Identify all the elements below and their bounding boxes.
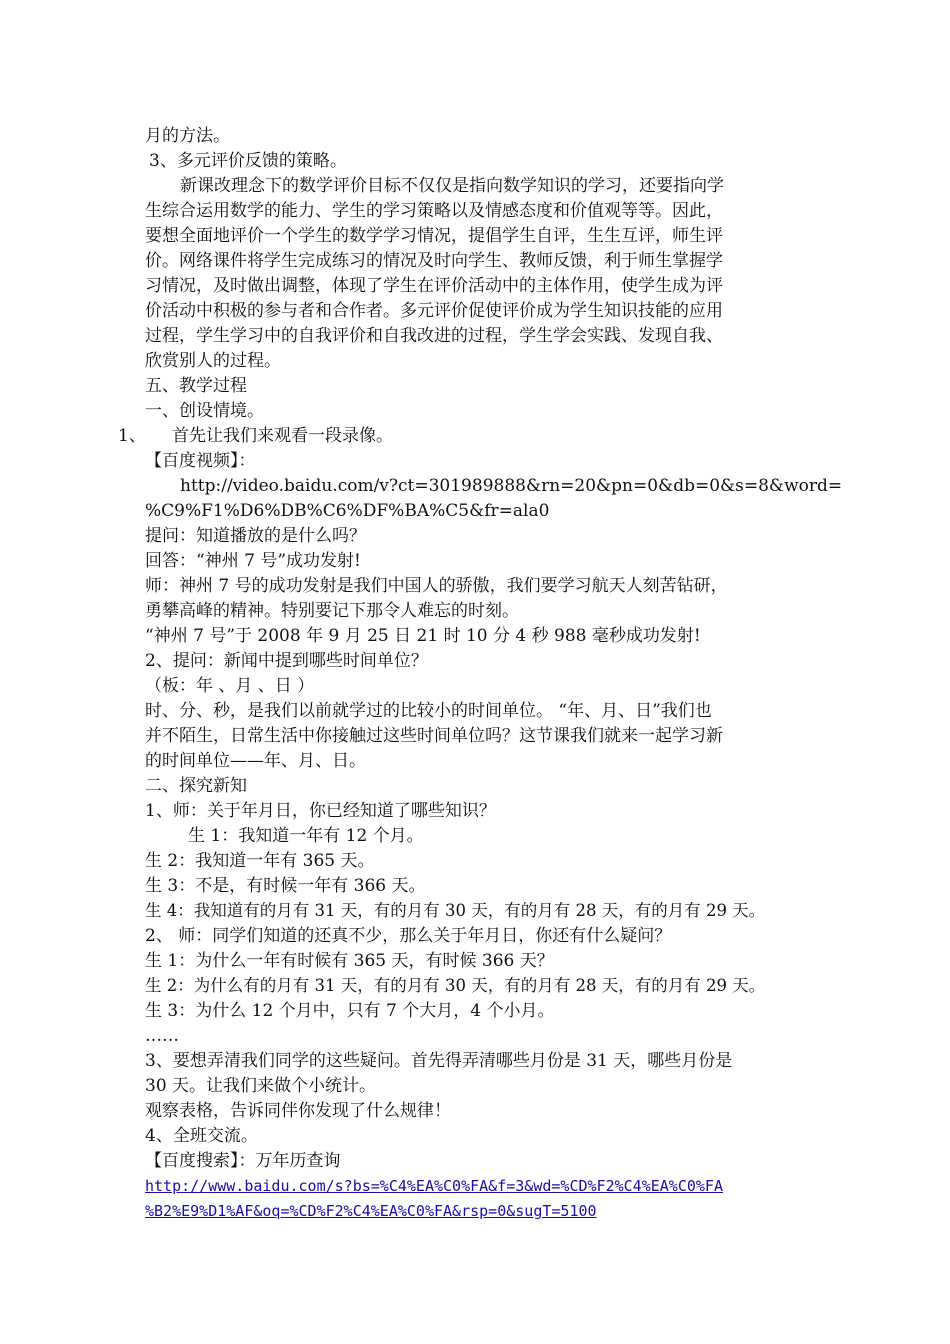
text-line: 生 3：为什么 12 个月中，只有 7 个大月，4 个小月。 (145, 1001, 555, 1021)
section-heading: 一、创设情境。 (145, 401, 264, 421)
search-link[interactable]: %B2%E9%D1%AF&oq=%CD%F2%C4%EA%C0%FA&rsp=0&sugT=5100 (145, 1202, 597, 1220)
paragraph-line: 的时间单位——年、月、日。 (145, 751, 366, 771)
text-line: 勇攀高峰的精神。特别要记下那令人难忘的时刻。 (145, 601, 519, 621)
text-line: 回答：“神州 7 号”成功发射! (145, 551, 361, 571)
list-item-text: 首先让我们来观看一段录像。 (172, 426, 393, 446)
paragraph-line: 要想全面地评价一个学生的数学学习情况，提倡学生自评，生生互评，师生评 (145, 226, 723, 246)
text-line: 1、师：关于年月日，你已经知道了哪些知识？ (145, 801, 496, 821)
paragraph-line: 生综合运用数学的能力、学生的学习策略以及情感态度和价值观等等。因此， (145, 201, 723, 221)
text-line: 提问：知道播放的是什么吗？ (145, 526, 366, 546)
text-line: 生 1：为什么一年有时候有 365 天，有时候 366 天？ (145, 951, 554, 971)
paragraph-line: 并不陌生，日常生活中你接触过这些时间单位吗？这节课我们就来一起学习新 (145, 726, 723, 746)
paragraph-line: 价活动中积极的参与者和合作者。多元评价促使评价成为学生知识技能的应用 (145, 301, 723, 321)
paragraph-line: 30 天。让我们来做个小统计。 (145, 1076, 377, 1096)
text-line: 生 4：我知道有的月有 31 天，有的月有 30 天，有的月有 28 天，有的月有 29 天。 (145, 901, 766, 920)
text-line: 生 2：我知道一年有 365 天。 (145, 851, 375, 871)
text-line: 2、 师：同学们知道的还真不少，那么关于年月日，你还有什么疑问？ (145, 926, 672, 946)
text-line: （板：年 、月 、日 ） (145, 676, 315, 696)
ellipsis-line: …… (145, 1026, 179, 1046)
section-heading: 五、教学过程 (145, 376, 247, 396)
text-line: “神州 7 号”于 2008 年 9 月 25 日 21 时 10 分 4 秒 988 毫秒成功发射! (145, 626, 701, 646)
list-number: 1、 (118, 426, 146, 446)
resource-label: 【百度搜索】：万年历查询 (145, 1151, 341, 1171)
paragraph-line: 欣赏别人的过程。 (145, 351, 281, 371)
text-line: 观察表格，告诉同伴你发现了什么规律！ (145, 1101, 451, 1121)
section-heading: 二、探究新知 (145, 776, 247, 796)
paragraph-line: 习情况，及时做出调整，体现了学生在评价活动中的主体作用，使学生成为评 (145, 276, 723, 296)
section-heading: 3、多元评价反馈的策略。 (149, 151, 347, 171)
text-line: 月的方法。 (145, 126, 230, 146)
paragraph-line: 过程，学生学习中的自我评价和自我改进的过程，学生学会实践、发现自我、 (145, 326, 723, 346)
paragraph-line: 3、要想弄清我们同学的这些疑问。首先得弄清哪些月份是 31 天，哪些月份是 (145, 1051, 733, 1071)
text-line: 生 2：为什么有的月有 31 天，有的月有 30 天，有的月有 28 天，有的月有 29 天。 (145, 976, 766, 995)
text-line: 师：神州 7 号的成功发射是我们中国人的骄傲，我们要学习航天人刻苦钻研， (145, 576, 728, 596)
text-line: 2、提问：新闻中提到哪些时间单位？ (145, 651, 428, 671)
text-line: 4、全班交流。 (145, 1126, 258, 1146)
paragraph-line: 时、分、秒，是我们以前就学过的比较小的时间单位。 “年、月、日”我们也 (145, 701, 712, 721)
search-link[interactable]: http://www.baidu.com/s?bs=%C4%EA%C0%FA&f=3&wd=%CD%F2%C4%EA%C0%FA (145, 1177, 723, 1195)
video-url-line: http://video.baidu.com/v?ct=301989888&rn=20&pn=0&db=0&s=8&word= (180, 476, 843, 496)
text-line: 生 1：我知道一年有 12 个月。 (188, 826, 424, 846)
video-url-line: %C9%F1%D6%DB%C6%DF%BA%C5&fr=ala0 (145, 501, 550, 521)
resource-label: 【百度视频】： (145, 451, 256, 471)
paragraph-line: 新课改理念下的数学评价目标不仅仅是指向数学知识的学习，还要指向学 (180, 176, 724, 196)
paragraph-line: 价。网络课件将学生完成练习的情况及时向学生、教师反馈，利于师生掌握学 (145, 251, 723, 271)
text-line: 生 3：不是，有时候一年有 366 天。 (145, 876, 426, 896)
